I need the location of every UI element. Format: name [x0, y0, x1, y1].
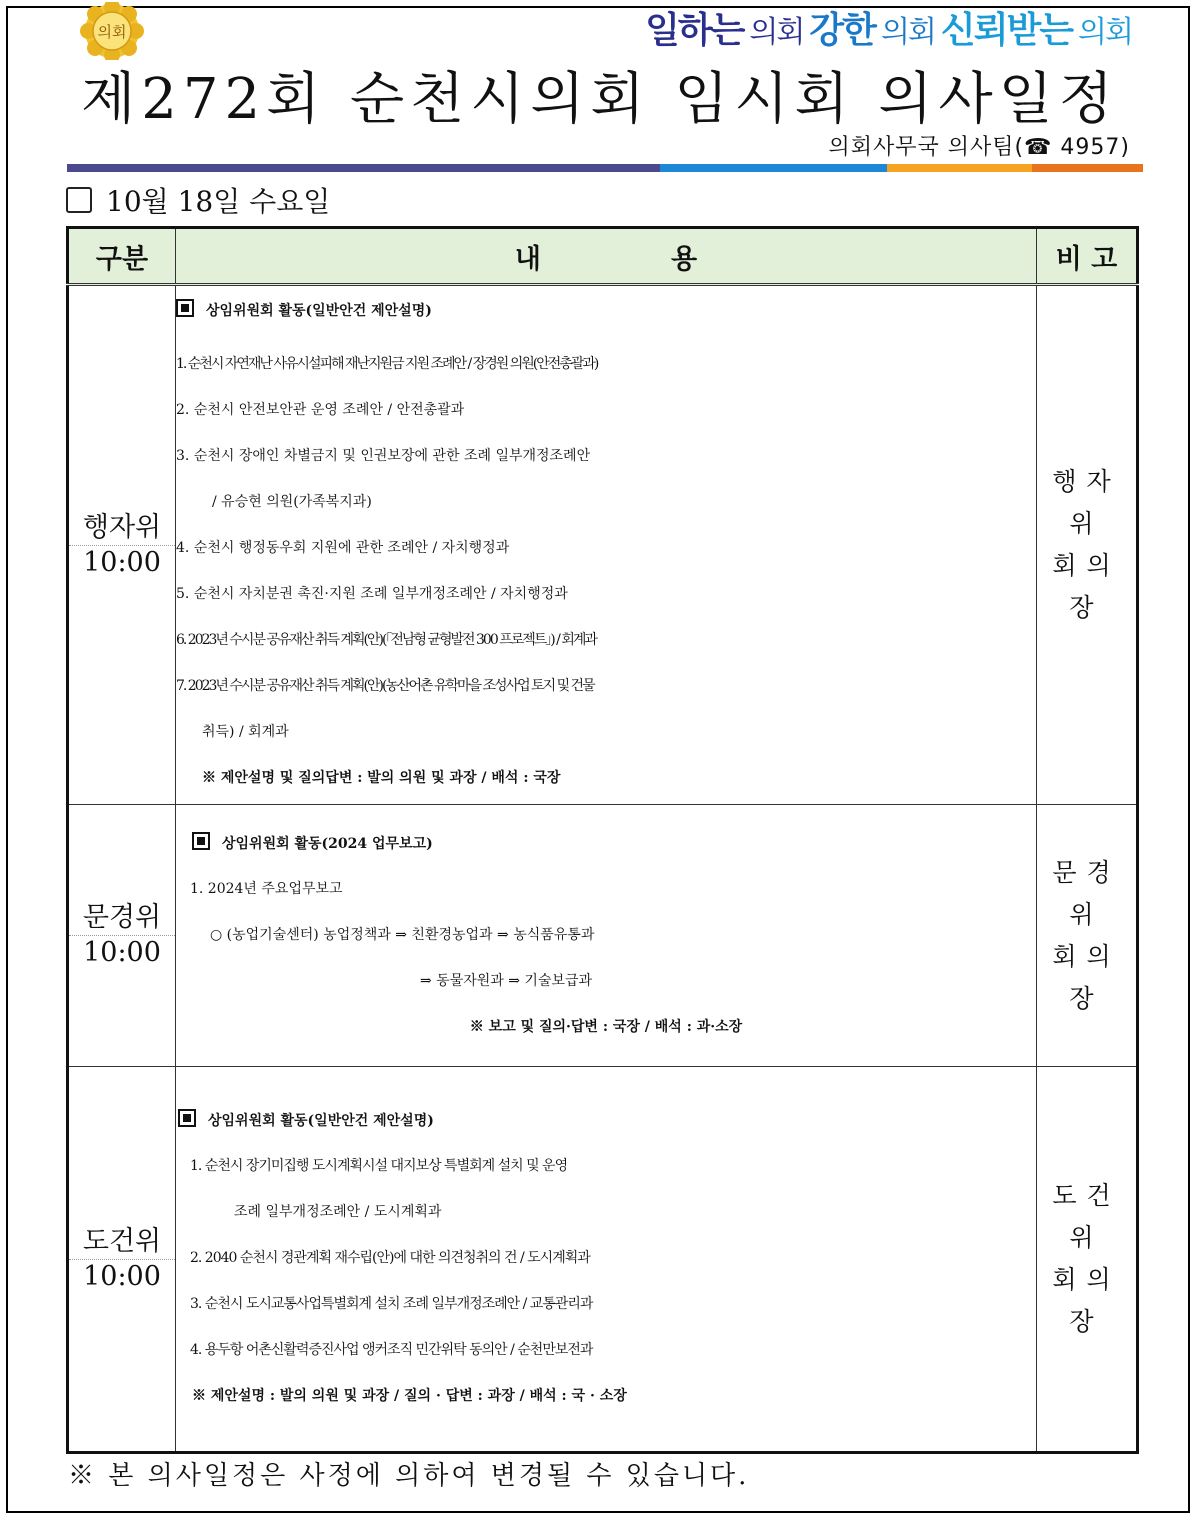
square-bullet-icon — [176, 299, 194, 317]
venue-line1: 행자위 — [1052, 467, 1121, 538]
office-contact: 의회사무국 의사팀(☎ 4957) — [828, 135, 1130, 160]
color-bar — [67, 164, 1143, 172]
slogan-part1-small: 의회 — [749, 15, 804, 50]
color-bar-navy — [67, 164, 660, 172]
header-note: 비 고 — [1037, 228, 1138, 285]
agenda-footer: ※ 보고 및 질의·답변 : 국장 / 배석 : 과·소장 — [469, 1018, 743, 1035]
table-row — [68, 285, 1138, 805]
header-category: 구분 — [68, 228, 176, 285]
agenda-item: ⇒ 동물자원과 ⇒ 기술보급과 — [420, 972, 593, 989]
agenda-heading — [176, 822, 1036, 866]
row-note — [1037, 805, 1138, 1067]
date-checkbox[interactable] — [66, 187, 92, 213]
committee-name: 문경위 — [69, 901, 175, 936]
venue-line2: 회의장 — [1052, 1265, 1121, 1336]
row-content — [176, 285, 1037, 805]
agenda-item: 1. 순천시 장기미집행 도시계획시설 대지보상 특별회계 설치 및 운영 — [190, 1158, 568, 1174]
agenda-item: 4. 용두항 어촌신활력증진사업 앵커조직 민간위탁 동의안 / 순천만보전과 — [190, 1342, 593, 1358]
slogan-part2-small: 의회 — [880, 15, 935, 50]
table-row — [68, 805, 1138, 1067]
row-category — [68, 805, 176, 1067]
committee-name: 행자위 — [69, 511, 175, 546]
agenda-heading — [176, 289, 1036, 333]
color-bar-orange — [887, 164, 1032, 172]
row-note — [1037, 285, 1138, 805]
agenda-item: ○ (농업기술센터) 농업정책과 ⇒ 친환경농업과 ⇒ 농식품유통과 — [210, 926, 595, 943]
agenda-item: 7. 2023년 수시분 공유재산 취득 계획(안)(농산어촌 유학마을 조성사업 토지 및 건물 — [176, 678, 594, 694]
color-bar-blue — [660, 164, 887, 172]
row-category — [68, 285, 176, 805]
slogan-part3-small: 의회 — [1078, 15, 1132, 50]
color-bar-dark-orange — [1032, 164, 1143, 172]
table-header-row — [68, 228, 1138, 285]
meeting-time: 10:00 — [83, 1260, 161, 1292]
agenda-heading-text: 상임위원회 활동(일반안건 제안설명) — [208, 1113, 434, 1129]
agenda-footer: ※ 제안설명 : 발의 의원 및 과장 / 질의 · 답변 : 과장 / 배석 : 국 · 소장 — [192, 1388, 627, 1404]
agenda-item: 취득) / 회계과 — [202, 724, 289, 740]
agenda-footer: ※ 제안설명 및 질의답변 : 발의 의원 및 과장 / 배석 : 국장 — [202, 770, 561, 786]
committee-name: 도건위 — [69, 1225, 175, 1260]
venue-line1: 도건위 — [1052, 1181, 1121, 1252]
venue-line1: 문경위 — [1052, 857, 1121, 929]
row-content — [176, 1067, 1037, 1453]
agenda-item: 2. 2040 순천시 경관계획 재수립(안)에 대한 의견청취의 건 / 도시계획과 — [190, 1250, 590, 1266]
agenda-item: 3. 순천시 도시교통사업특별회계 설치 조례 일부개정조례안 / 교통관리과 — [190, 1296, 593, 1312]
agenda-heading-text: 상임위원회 활동(2024 업무보고) — [222, 835, 433, 852]
seal-text: 의회 — [97, 23, 127, 41]
agenda-item: 6. 2023년 수시분 공유재산 취득 계획(안)(「전남형 균형발전 300 프로젝트」) / 회계과 — [176, 632, 596, 648]
schedule-date: 10월 18일 수요일 — [106, 185, 331, 218]
header-content-b: 용 — [671, 243, 698, 275]
council-seal-icon — [78, 2, 146, 60]
agenda-heading-text: 상임위원회 활동(일반안건 제안설명) — [206, 303, 432, 319]
agenda-item: 3. 순천시 장애인 차별금지 및 인권보장에 관한 조례 일부개정조례안 — [176, 448, 591, 464]
row-note — [1037, 1067, 1138, 1453]
square-bullet-icon — [192, 832, 210, 850]
meeting-time: 10:00 — [83, 937, 161, 968]
date-row — [66, 182, 330, 218]
agenda-item: 조례 일부개정조례안 / 도시계획과 — [234, 1204, 442, 1220]
footnote: ※ 본 의사일정은 사정에 의하여 변경될 수 있습니다. — [68, 1461, 750, 1491]
header-content-a: 내 — [514, 243, 541, 275]
slogan-part2-big: 강한 — [809, 10, 875, 51]
agenda-heading — [178, 1099, 1036, 1143]
agenda-item: 4. 순천시 행정동우회 지원에 관한 조례안 / 자치행정과 — [176, 540, 510, 556]
agenda-item: 5. 순천시 자치분권 촉진·지원 조례 일부개정조례안 / 자치행정과 — [176, 586, 568, 602]
agenda-item: 2. 순천시 안전보안관 운영 조례안 / 안전총괄과 — [176, 402, 465, 418]
agenda-item: 1. 순천시 자연재난 사유시설피해 재난지원금 지원 조례안 / 장경원 의원(안전총괄과) — [176, 356, 598, 372]
slogan — [645, 2, 1132, 51]
schedule-table — [66, 226, 1139, 1454]
agenda-item: 1. 2024년 주요업무보고 — [190, 880, 343, 897]
row-content — [176, 805, 1037, 1067]
header-content — [176, 228, 1037, 285]
agenda-item: / 유승현 의원(가족복지과) — [212, 494, 372, 510]
square-bullet-icon — [178, 1109, 196, 1127]
venue-line2: 회의장 — [1052, 941, 1121, 1013]
venue-line2: 회의장 — [1052, 551, 1121, 622]
slogan-part3-big: 신뢰받는 — [940, 10, 1073, 51]
slogan-part1-big: 일하는 — [645, 10, 744, 51]
meeting-time: 10:00 — [83, 546, 161, 578]
page-title: 제272회 순천시의회 임시회 의사일정 — [81, 67, 1119, 132]
row-category — [68, 1067, 176, 1453]
table-row — [68, 1067, 1138, 1453]
